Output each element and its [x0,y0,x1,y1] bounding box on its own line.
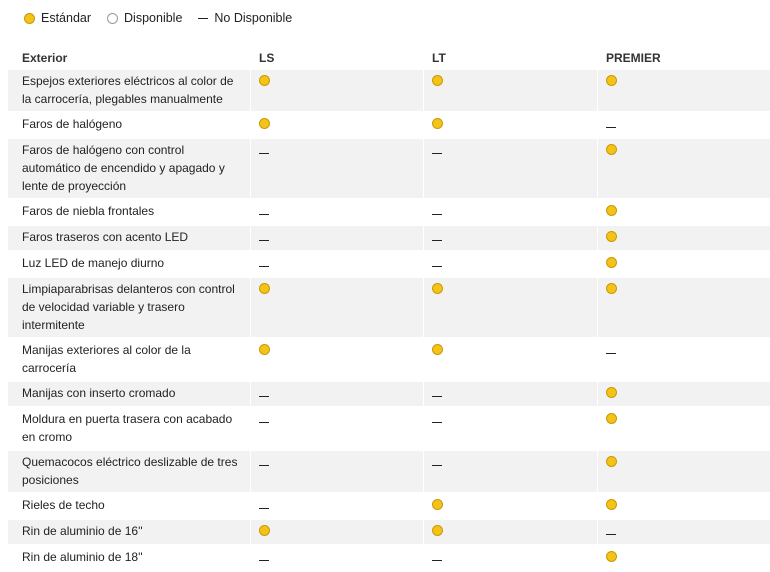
availability-cell [250,70,423,113]
table-row [8,200,770,226]
dash-icon [432,465,442,466]
standard-dot-icon [259,75,270,86]
availability-cell [597,408,770,451]
availability-cell [250,494,423,520]
availability-cell [250,408,423,451]
feature-name: Faros de niebla frontales [8,200,250,226]
availability-cell [250,139,423,200]
standard-dot-icon [259,118,270,129]
availability-cell [597,226,770,252]
availability-cell [597,382,770,408]
availability-cell [423,200,597,226]
table-row [8,252,770,278]
feature-name: Moldura en puerta trasera con acabado en cromo [8,408,250,451]
availability-cell [423,408,597,451]
standard-dot-icon [606,205,617,216]
dash-icon [432,214,442,215]
table-row [8,494,770,520]
column-header-premier: PREMIER [597,46,770,70]
availability-cell [597,278,770,339]
availability-cell [423,339,597,382]
availability-cell [423,113,597,139]
availability-cell [250,339,423,382]
dash-icon [432,396,442,397]
standard-dot-icon [24,13,35,24]
feature-name: Faros de halógeno [8,113,250,139]
table-row [8,70,770,113]
availability-cell [250,252,423,278]
dash-icon [259,153,269,154]
feature-name: Faros traseros con acento LED [8,226,250,252]
column-header-ls: LS [250,46,423,70]
standard-dot-icon [606,499,617,510]
feature-name: Limpiaparabrisas delanteros con control de velocidad variable y trasero intermitente [8,278,250,339]
availability-cell [423,139,597,200]
standard-dot-icon [606,456,617,467]
dash-icon [606,127,616,128]
availability-cell [597,70,770,113]
available-circle-icon [107,13,118,24]
table-row [8,278,770,339]
availability-cell [597,520,770,546]
standard-dot-icon [259,344,270,355]
standard-dot-icon [606,75,617,86]
dash-icon [432,153,442,154]
availability-cell [250,520,423,546]
dash-icon [432,422,442,423]
dash-icon [259,465,269,466]
availability-cell [423,451,597,494]
dash-icon [259,240,269,241]
availability-cell [250,200,423,226]
dash-icon [432,240,442,241]
availability-cell [423,494,597,520]
legend-not-available-label: No Disponible [214,11,293,25]
standard-dot-icon [432,525,443,536]
availability-cell [597,200,770,226]
feature-name: Quemacocos eléctrico deslizable de tres posiciones [8,451,250,494]
standard-dot-icon [432,118,443,129]
standard-dot-icon [432,283,443,294]
standard-dot-icon [259,525,270,536]
availability-cell [250,226,423,252]
standard-dot-icon [432,499,443,510]
dash-icon [432,266,442,267]
table-row [8,339,770,382]
legend-available [107,11,182,25]
availability-cell [597,451,770,494]
availability-cell [597,139,770,200]
availability-cell [597,494,770,520]
table-row [8,139,770,200]
standard-dot-icon [606,257,617,268]
dash-icon [259,508,269,509]
dash-icon [259,214,269,215]
feature-name: Rin de aluminio de 18'' [8,546,250,572]
availability-cell [250,546,423,572]
standard-dot-icon [259,283,270,294]
dash-icon [606,353,616,354]
availability-cell [423,278,597,339]
table-row [8,408,770,451]
table-row [8,451,770,494]
availability-cell [250,382,423,408]
column-header-lt: LT [423,46,597,70]
availability-cell [423,70,597,113]
table-row [8,546,770,572]
feature-name: Luz LED de manejo diurno [8,252,250,278]
legend [24,11,308,25]
feature-name: Faros de halógeno con control automático de encendido y apagado y lente de proyección [8,139,250,200]
dash-icon [259,396,269,397]
legend-not-available [198,11,292,25]
standard-dot-icon [606,283,617,294]
availability-cell [423,226,597,252]
dash-icon [259,422,269,423]
feature-name: Rin de aluminio de 16'' [8,520,250,546]
availability-cell [597,339,770,382]
standard-dot-icon [606,413,617,424]
legend-available-label: Disponible [124,11,183,25]
legend-standard [24,11,91,25]
standard-dot-icon [432,344,443,355]
table-row [8,226,770,252]
table-header-row [8,46,770,70]
availability-cell [423,520,597,546]
feature-name: Espejos exteriores eléctricos al color de la carrocería, plegables manualmente [8,70,250,113]
table-row [8,520,770,546]
availability-cell [250,278,423,339]
feature-name: Rieles de techo [8,494,250,520]
standard-dot-icon [606,231,617,242]
standard-dot-icon [432,75,443,86]
dash-icon [606,534,616,535]
standard-dot-icon [606,387,617,398]
table-row [8,382,770,408]
dash-icon [259,266,269,267]
column-header-exterior: Exterior [22,51,68,65]
legend-standard-label: Estándar [41,11,92,25]
standard-dot-icon [606,551,617,562]
dash-icon [259,560,269,561]
availability-cell [597,113,770,139]
feature-name: Manijas con inserto cromado [8,382,250,408]
standard-dot-icon [606,144,617,155]
dash-icon [432,560,442,561]
availability-cell [597,546,770,572]
availability-cell [423,546,597,572]
table-row [8,113,770,139]
feature-name: Manijas exteriores al color de la carrocería [8,339,250,382]
dash-icon [198,18,208,19]
features-table [8,46,770,572]
availability-cell [250,451,423,494]
availability-cell [423,382,597,408]
availability-cell [597,252,770,278]
availability-cell [423,252,597,278]
availability-cell [250,113,423,139]
